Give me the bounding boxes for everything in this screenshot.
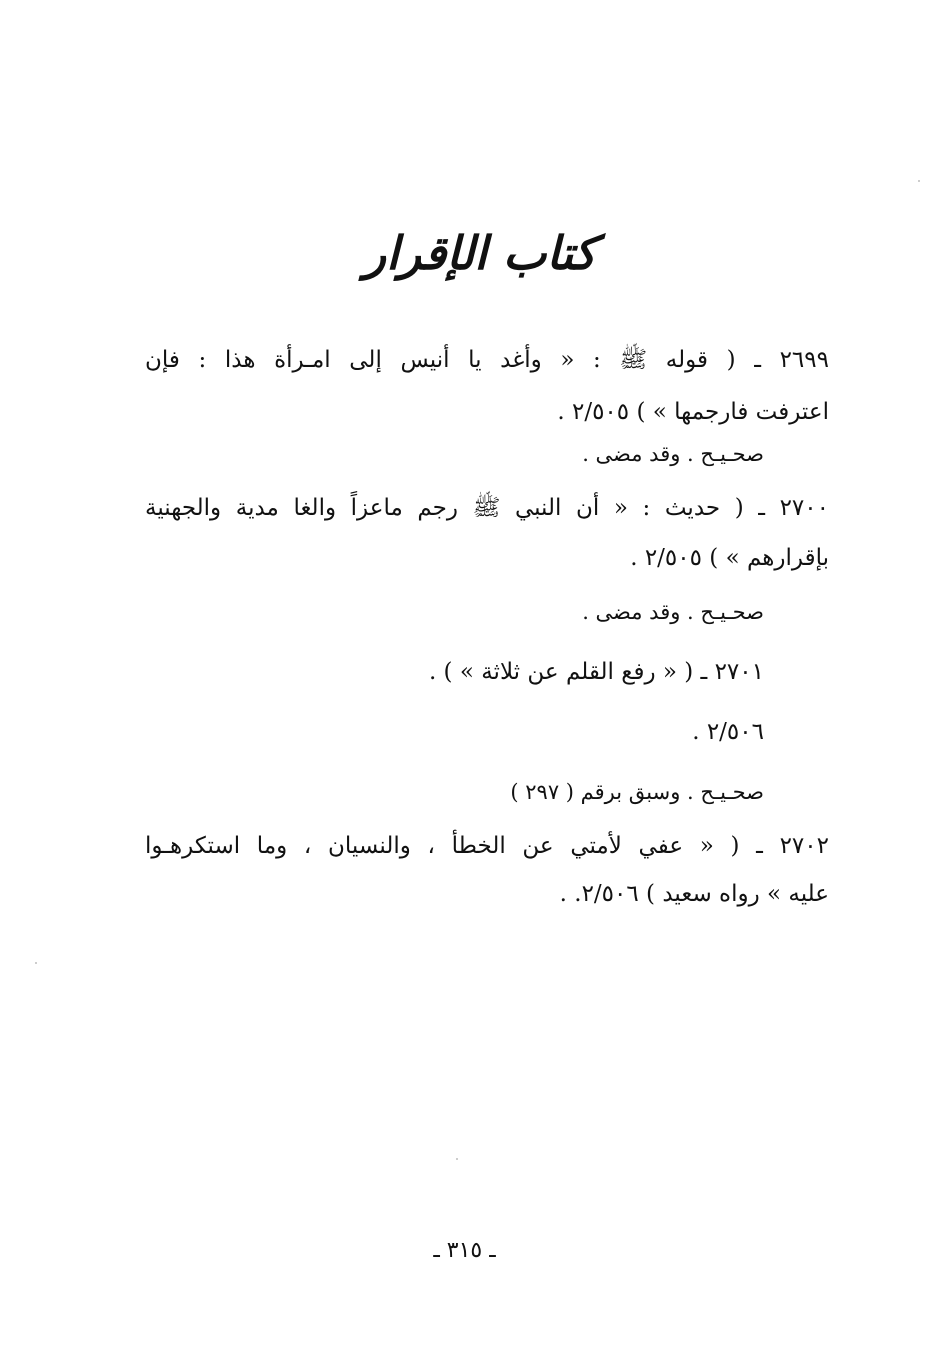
- entry-2701-line-1: ٢٧٠١ ـ ( « رفع القلم عن ثلاثة » ) .: [428, 659, 764, 685]
- entry-2700-verdict: صحـيـح . وقد مضى .: [582, 600, 764, 624]
- entry-2700-line-1: ٢٧٠٠ ـ ( حديث : « أن النبي ﷺ رجم ماعزاً والغا مدية والجهنية: [145, 495, 829, 521]
- entry-2699-line-2: اعترفت فارجمها » ) ٢/٥٠٥ .: [557, 399, 829, 425]
- entry-2701-verdict: صحـيـح . وسبق برقم ( ٢٩٧ ): [510, 780, 764, 804]
- book-title: كتاب الإقرار: [363, 225, 597, 280]
- scan-speck: [456, 1158, 458, 1160]
- entry-2699-verdict: صحـيـح . وقد مضى .: [582, 442, 764, 466]
- entry-2700-line-2: بإقرارهم » ) ٢/٥٠٥ .: [630, 545, 829, 571]
- page-number: ـ ٣١٥ ـ: [433, 1238, 496, 1263]
- entry-2702-line-2: عليه » رواه سعيد ) ٢/٥٠٦. .: [559, 881, 829, 907]
- scan-speck: [918, 180, 920, 182]
- entry-2699-line-1: ٢٦٩٩ ـ ( قوله ﷺ : « وأغد يا أنيس إلى امـرأة هذا : فإن: [145, 347, 829, 373]
- entry-2701-line-2: ٢/٥٠٦ .: [692, 719, 764, 745]
- scan-speck: [35, 962, 37, 964]
- entry-2702-line-1: ٢٧٠٢ ـ ( « عفي لأمتي عن الخطأ ، والنسيان ، وما استكرهـوا: [145, 833, 829, 859]
